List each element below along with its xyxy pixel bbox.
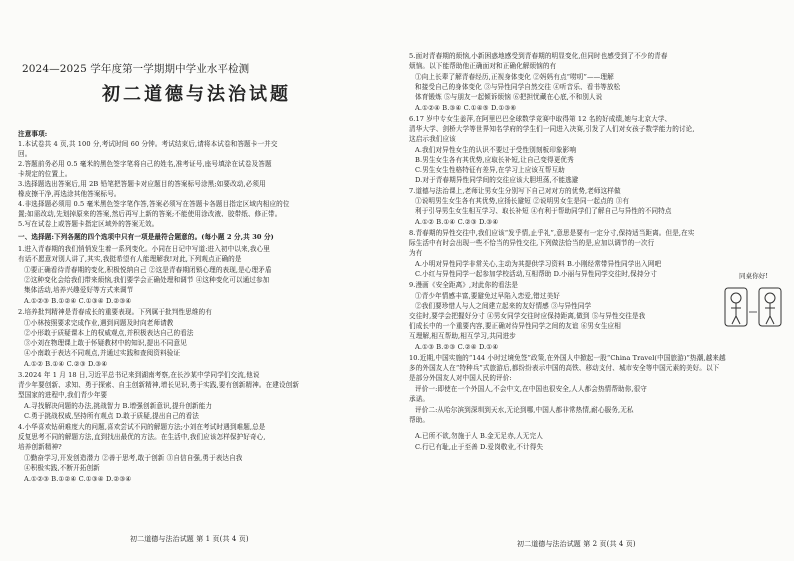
text-line: 卡规定的位置上。 — [18, 170, 72, 178]
page-footer: 初二道德与法治试题 第 2 页(共 4 页) — [517, 540, 636, 548]
cartoon-illustration — [719, 272, 787, 334]
text-line: 7.道德与法治课上,老师让男女生分别写下自己对对方的优势,老师这样做 — [409, 187, 621, 195]
text-line: 5.面对青春期的烦恼,小新困惑地感受到青春期的明显变化,但同时也感受到了不少的青春 — [409, 52, 668, 60]
text-line: ①勤奋学习,开发创造潜力 ②善于思考,敢于创新 ③自信自强,勇于表达自我 — [24, 454, 243, 462]
notice-heading: 注意事项: — [18, 130, 48, 138]
text-line: 青少年要创新、求知、勇于探索、自主创新精神,增长见识,勇于实践,要有创新精神。在建设创新 — [18, 381, 300, 389]
text-line: 回。 — [18, 150, 32, 158]
choice-line: C.小红与异性同学一起参加学校活动,互相帮助 D.小丽与异性同学交往时,保持分寸 — [415, 270, 657, 278]
text-line: ②我们要珍惜人与人之间建立起来的友好情感 ③与异性同学 — [415, 302, 592, 310]
choice-line: A.已所不欲,勿施于人 B.金无足赤,人无完人 — [415, 432, 543, 440]
text-line: 利于引导男生女生相互学习、取长补短 ④有利于帮助同学们了解自己与异性的不同特点 — [415, 207, 672, 215]
text-line: 烦恼。以下能帮助他正确面对和正确化解烦恼的有 — [409, 62, 557, 70]
choice-line: A.①③ B.②③ C.②④ D.①④ — [415, 343, 499, 351]
text-line: 6.17 岁中专女生姜萍,在阿里巴巴全球数学竞赛中取得第 12 名的好成绩,她与北京大学、 — [409, 115, 672, 123]
text-line: ④积极实践,不断开拓创新 — [24, 464, 100, 472]
choice-line: C.行已有耻,止于至善 D.爱岗敬业,不计得失 — [415, 443, 544, 451]
text-line: 清华大学、剑桥大学等世界知名学府的学生们一同进入决赛,引发了人们对女孩子数学能力的讨论, — [409, 125, 695, 133]
choice-line: A.寻找解决问题的办法,挑战智力 B.增强创新意识,提升创新能力 — [24, 402, 213, 410]
text-line: ①青少年情感丰富,要避免过早陷入恋爱,错过美好 — [415, 292, 560, 300]
exam-title: 初二道德与法治试题 — [102, 84, 291, 105]
choice-line: A.①② B.①④ C.②③ D.③④ — [415, 218, 499, 226]
choice-line: A.①②③ B.①②④ C.①③④ D.②③④ — [24, 297, 132, 305]
text-line: 5.写在试卷上或答题卡指定区域外的答案无效。 — [18, 220, 159, 228]
text-line: 型国家的进程中,我们青少年要 — [18, 391, 108, 399]
page-2 — [397, 0, 794, 561]
text-line: 有话不愿意对别人讲了,其实,我挺希望有人能理解我!对此,下列观点正确的是 — [18, 255, 242, 263]
text-line: 3.2024 年 1 月 18 日,习近平总书记来到湖南考察,在长沙某中学同学们交流,他说 — [18, 371, 260, 379]
text-line: 培养创新精神? — [18, 443, 62, 451]
text-line: 橡皮擦干净,再选涂其他答案标号。 — [18, 190, 121, 198]
choice-line: A.我们对异性女生的认识不要过于受性别刻板印象影响 — [415, 146, 577, 154]
text-line: 9.漫画《安全距离》,对此你的看法是 — [409, 281, 519, 289]
text-line: ④小南敢于表达不同观点,并通过实践和查阅资料验证 — [24, 349, 181, 357]
choice-line: A.①② B.①④ C.②③ D.③④ — [24, 360, 108, 368]
text-line: 多的外国友人在“特种兵”式旅游后,都纷纷表示中国的高铁、移动支付、城市安全等中国元素的美好。以下 — [409, 364, 720, 372]
text-line: 评价二:从哈尔滨到深圳到天水,无论到哪,中国人都非常热情,耐心服务,无私 — [415, 406, 634, 414]
text-line: 2.培养批判精神是青春成长的重要表现。下列属于批判性思维的有 — [18, 308, 212, 316]
text-line: 10.近期,中国实施的“144 小时过境免签”政策,在外国人中掀起一股“China Travel(中国旅游)”热潮,越来越 — [409, 354, 726, 362]
text-line: 这启示我们应该 — [409, 135, 456, 143]
text-line: 4.非选择题必须用 0.5 毫米黑色签字笔作答,答案必须写在答题卡各题目指定区域内相应的位 — [18, 200, 290, 208]
text-line: 置;如需改动,先划掉原来的答案,然后再写上新的答案;不能使用涂改液、胶带纸、修正带。 — [18, 210, 282, 218]
choice-line: A.小明对异性同学非常关心,主动为其提供学习资料 B.小刚经常带异性同学出入网吧 — [415, 260, 662, 268]
text-line: ①要正确看待青春期的变化,积极悦纳自己 ②这是青春期闭锁心理的表现,是心理矛盾 — [24, 266, 272, 274]
choice-line: D.对于青春期异性同学间的交往应该大胆坦荡,不能逃避 — [415, 176, 579, 184]
text-line: 为有 — [409, 249, 423, 257]
text-line: 反复思考不同的解题方法,直到找出最优的方法。在生活中,我们应该怎样保护好奇心, — [18, 433, 266, 441]
text-line: ②小形敢于质疑课本上的权威观点,并积极表达自己的看法 — [24, 329, 194, 337]
choice-line: B.男生女生各有其优势,应取长补短,让自己变得更优秀 — [415, 156, 574, 164]
choice-line: C.勇于挑战权威,坚持所有观点 D.敢于质疑,提出自己的看法 — [24, 412, 199, 420]
text-line: 承诺。 — [409, 395, 430, 403]
choice-line: A.①②④ B.③④ C.①④⑤ D.①③⑥ — [415, 104, 517, 112]
text-line: ③小刘在物理课上敢于怀疑教材中的知识,提出不同意见 — [24, 339, 187, 347]
text-line: 3.选择题选出答案后,用 2B 铅笔把答题卡对应题目的答案标号涂黑;如要改动,必须用 — [18, 180, 266, 188]
text-line: 互理解,相互帮助,相互学习,共同进步 — [409, 332, 516, 340]
text-line: 际生活中有时会出现一些不恰当的异性交往,下列做法恰当的是,应加以调节的一次行 — [409, 239, 655, 247]
choice-line: C.男生女生性格特征有差异,在学习上应该互帮互助 — [415, 166, 565, 174]
text-line: 1.本试卷共 4 页,共 100 分,考试时间 60 分钟。考试结束后,请将本试卷和答题卡一并交 — [18, 140, 278, 148]
text-line: ①说明男生女生各有其优势,应扬长避短 ②说明男女生是同一起点的 ③有 — [415, 197, 630, 205]
text-line: ①向上长辈了解青春经历,正视身体变化 ②妈妈有点“唠叨”——理解 — [415, 73, 614, 81]
text-line: ②这种变化会给我们带来烦恼,我们要学会正确处理和调节 ④这种变化可以通过参加 — [24, 276, 270, 284]
text-line: 交往时,要学会把握好分寸 ④男女同学交往时应保持距离,做到 ⑤与异性交往是我 — [409, 312, 646, 320]
cartoon-caption: 同桌你好! — [739, 272, 769, 280]
text-line: ①小林按照要求完成作业,遇到问题及时向老师请教 — [24, 319, 174, 327]
section-heading: 一、选择题:下列各题的四个选项中只有一项是最符合题意的。(每小题 2 分,共 30 分) — [18, 233, 274, 241]
text-line: 2.答题前务必用 0.5 毫米的黑色签字笔将自己的姓名,准考证号,座号填涂在试卷及答题 — [18, 160, 272, 168]
text-line: 集体活动,培养兴趣爱好等方式来调节 — [24, 286, 134, 294]
text-line: 是部分外国友人对中国人民的评价: — [409, 374, 512, 382]
text-line: 们成长中的一个重要内容,要正确对待异性同学之间的友谊 ⑥男女生应相 — [409, 322, 621, 330]
page-footer: 初二道德与法治试题 第 1 页(共 4 页) — [130, 535, 249, 543]
text-line: 4.小华喜欢钻研难度大的问题,喜欢尝试不同的解题方法;小刘在考试时遇到难题,总是 — [18, 423, 266, 431]
text-line: 和接受自己的身体变化 ③与异性同学自然交往 ④听音乐、看书等放松 — [415, 83, 621, 91]
choice-line: A.①②③ B.①②④ C.①③④ D.②③④ — [24, 475, 132, 483]
text-line: 8.青春期的异性交往中,我们应该“发乎情,止乎礼”,意思是要有一定分寸,保持适当距离。但是,在实 — [409, 229, 695, 237]
exam-header: 2024—2025 学年度第一学期期中学业水平检测 — [22, 63, 250, 75]
text-line: 体育锻炼 ⑤与朋友一起倾诉烦恼 ⑥把担忧藏在心底,不和别人说 — [415, 93, 603, 101]
text-line: 1.进入青春期的我们悄悄发生着一系列变化。小同在日记中写道:进入初中以来,我心里 — [18, 245, 270, 253]
text-line: 帮助。 — [409, 416, 430, 424]
cartoon-safe-distance — [719, 272, 787, 334]
text-line: 评价一:即使在一个外国人,不会中文,在中国也很安全,人人都会热情帮助你,很守 — [415, 385, 647, 393]
